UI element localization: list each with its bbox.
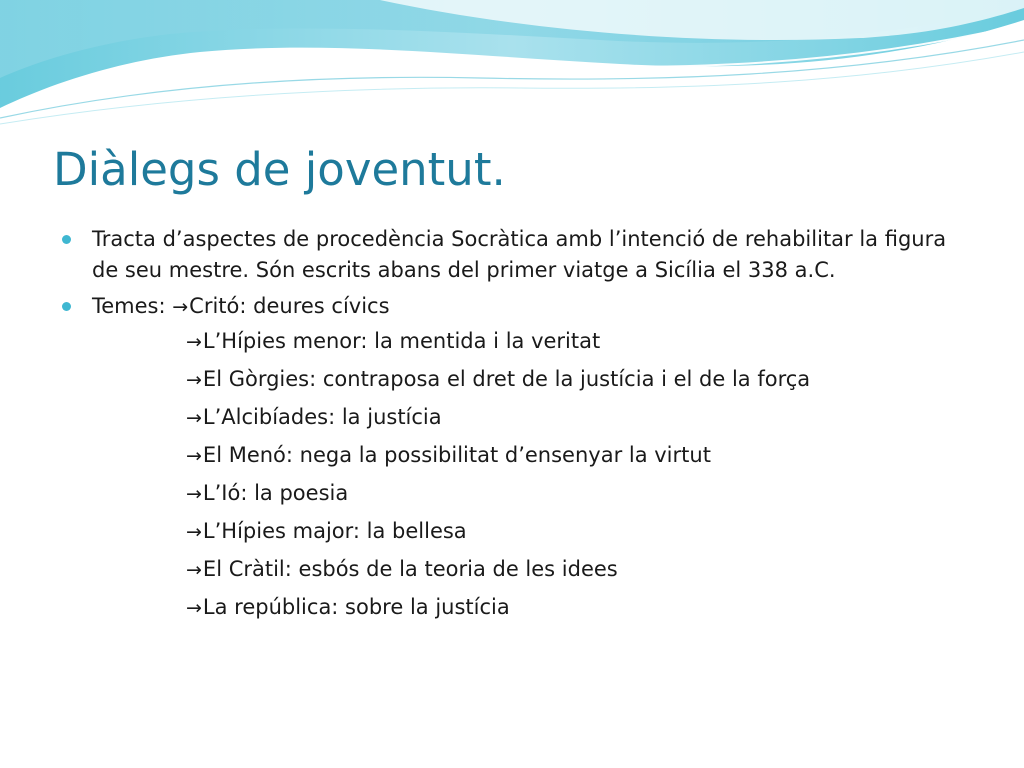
topic-item [186, 399, 972, 437]
topic-text: L’Ió: la poesia [202, 481, 349, 505]
topic-item [186, 437, 972, 475]
topic-text: L’Alcibíades: la justícia [202, 405, 442, 429]
bullet-item-temes [62, 291, 972, 323]
bullet-item-intro [62, 224, 972, 286]
topic-text: El Menó: nega la possibilitat d’ensenyar la virtut [202, 443, 711, 467]
right-arrow-icon: → [186, 407, 202, 429]
topic-item [186, 475, 972, 513]
topic-item [186, 361, 972, 399]
topic-text: El Cràtil: esbós de la teoria de les idees [202, 557, 618, 581]
topic-item [186, 513, 972, 551]
topic-item [186, 323, 972, 361]
topic-text: L’Hípies menor: la mentida i la veritat [202, 329, 601, 353]
right-arrow-icon: → [186, 559, 202, 581]
slide-body [62, 224, 972, 627]
slide-title: Diàlegs de joventut. [53, 143, 506, 196]
topic-list [62, 323, 972, 627]
right-arrow-icon: → [186, 521, 202, 543]
temes-first-item: Critó: deures cívics [189, 294, 390, 318]
topic-item [186, 551, 972, 589]
right-arrow-icon: → [186, 445, 202, 467]
temes-label: Temes: [92, 294, 173, 318]
bullet-dot-icon [62, 302, 71, 311]
right-arrow-icon: → [172, 296, 189, 318]
right-arrow-icon: → [186, 369, 202, 391]
wave-banner [0, 0, 1024, 130]
topic-text: El Gòrgies: contraposa el dret de la justícia i el de la força [202, 367, 811, 391]
right-arrow-icon: → [186, 331, 202, 353]
right-arrow-icon: → [186, 483, 202, 505]
topic-item [186, 589, 972, 627]
right-arrow-icon: → [186, 597, 202, 619]
topic-text: La república: sobre la justícia [202, 595, 510, 619]
topic-text: L’Hípies major: la bellesa [202, 519, 467, 543]
bullet-dot-icon [62, 235, 71, 244]
bullet-text: Tracta d’aspectes de procedència Socràtica amb l’intenció de rehabilitar la figura de seu mestre. Són escrits abans del primer viatge a Sicília el 338 a.C. [92, 227, 947, 282]
